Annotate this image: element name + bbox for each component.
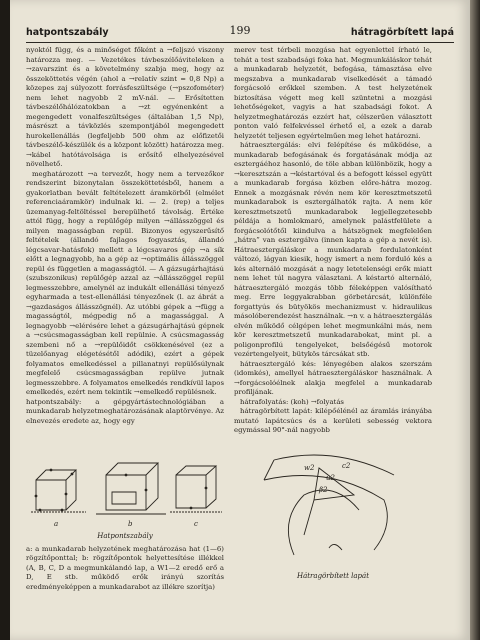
figure-caption-hatpontszabaly: Hatpontszabály [97,532,153,540]
left-paragraph-body: meghatározott →a tervezőt, hogy nem a tervezőkor rendszerint bizonytalan összeköttetésből, hanem a gyakorlatban bevált feltételezett áramkörből (elmélet referenciaáramkör) indulnak ki. — 2. (rep) a teljes üzemanyag-feltöltéssel berepülhető távolság. Értéke attól függ, hogy a repülőgép milyen →állásszöggel és milyen magasságban repül. Bizonyos egyszerűsítő feltételek (állandó fajlagos fogyasztás, állandó légcsavar-hatásfok) mellett a légcsavaros gép →a sík előtt a legnagyobb, ha a gép az →optimális állásszöggel repül és független a magasságtól. — A gázsugárhajtású (szubszonikus) repülőgép azzal az →állásszöggel repül legmesszebbre, amelynél az indukált ellenállási tényező egyharmada a test-ellenállási tényezőnek (l. az ábrát a →gazdaságos állásszögnél). Az utóbbi gépek a →függ a magasságtól, mégpedig nő a magassággal. A legnagyobb →elérésére lehet a gázsugárhajtású gépnek a →csúcsmagasságban kell repülnie. A csúcsmagasság szembeni nő a →repülőidőt csökkenésével (ez a tüzelőanyag elégetésétől adódik), ezért a gépek folyamatos emelkedéssel a pillanatnyi repülősúlynak megfelelő csúcsmagasságban repülve jutnak legmesszebbre. A folyamatos emelkedés rendkívül lapos emelkedés, ezért nem tekintik →emelkedő repülésnek. [26,169,224,396]
left-paragraph-1: nyoktól függ, és a minőséget főként a →feljszó viszony határozza meg. — Vezetékes távbeszélőáviteleken a →zavarszint és a követelmény szabja meg, hogy az összeköttetés végén (ahol a →relatív szint = 0,8 Np) a közepes zaj súlyozott forrásfeszültsége (→pszofométer) nem lehet nagyobb 2 mV-nál. — Erősítetten távbeszélőhálózatokban a →zt egyénenként a megengedett vonalfeszültséges (általában 1,5 Np), másrészt a távközlés szempontjából megengedett hurokellenállás (legfeljebb 500 ohm az előfizetői távbeszélő-készülék és a központ között) határozza meg. →kábel hatótávolsága is erősítő elhelyezésével növelhető. [26,46,224,168]
page-number: 199 [229,24,251,37]
figure-caption-lapat: Hátragörbített lapát [296,571,370,580]
lapat-label-c2: c2 [342,461,351,470]
page-header [26,26,454,43]
figure-label-a: a [54,520,59,528]
left-column [26,46,224,634]
right-paragraph-1: merev test térbeli mozgása hat egyenlettel írható le, tehát a test szabadsági foka hat. Megmunkáláskor tehát a munkadarab helyzetét, befogása, támasztása elve megszabva a munkadarab viselkedését a támadó forgácsoló erőkkel szemben. A test helyzetének biztosítása végett meg kell szüntetni a mozgási lehetőségeket, vagyis a hat szabadsági fokot. A helyzetmeghatározás ezzért hat, célszerűen választott ponton való felfekvéssel érhető el, a ezek a darab helyzetét teljesen egyértelműen meg lehet határozni. [234,46,432,140]
lapat-label-beta2: β2 [319,485,328,494]
lapat-label-u2: u2 [326,473,335,482]
running-head-right: hátragörbített lapá [350,27,454,38]
figure-label-b: b [128,520,133,528]
entry-hatrafolyatas: hátrafolyatás: (koh) →folyatás [240,397,344,406]
right-column [234,46,432,634]
hatragorbitett-lapat-figure [234,440,432,570]
entry-hatpontszabaly: hatpontszabály: a gépgyártástechnológiában a munkadarab helyzetmeghatározásának alaptörvénye. Az elnevezés eredete az, hogy egy [26,397,224,425]
running-head-left: hatpontszabály [26,27,109,38]
book-page [10,0,470,640]
entry-hatraesztergalas: hátraesztergálás: elvi felépítése és működése, a munkadarab befogásának és forgatásának módja az esztergáéhoz hasonló, de töle abban különbözik, hogy a →keresztszán a →késtartóval és a befogott késsel együtt a munkadarab forgása közben előre-hátra mozog. Ennek a mozgásnak révén nem kör keresztmetszetű munkadarabok is esztergálhatók rajta. A nem kör keresztmetszetű munkadarabok legjellegzetesebb példája a homlokmaró, amelynek palástfelülete a forgácsolótőtől kiindulva a hátszögnek megfelelően „hátra” van esztergálva (innen kapta a gép a nevét is). Hátraesztergáláskor a munkadarab fordulatonként változó, lágyan kiesik, hogy ismert a nem forduló kés a kés alternáló mozgását a nagy letetelenségi erők miatt nem lehet túl nagyra választani. A késtartó alternáló, hátraesztergáló mozgás több féleképpen valósítható meg. Erre leggyakrabban görbetárcsát, különféle forgattyús és bütyökös mechanizmust v. hidraulikus másolóberendezést használnak. →n v. a hátraesztergálás elvén működő célgépen lehet megmunkálni más, nem kör keresztmetszetű munkadarabokat, mint pl. a poligonprofilú tengelyeket, belsőégésű motorok vezértengelyeit, bütykös tárcsákat stb. [234,141,432,358]
entry-hatragorbitett-lapat: hátragörbített lapát: kilépőélénél az áramlás irányába mutató lapátcsúcs és a kerületi sebesség vektora egymással 90°-nál nagyobb [234,407,432,434]
page-edge-shadow [470,0,480,640]
entry-hatraesztergalo-kes: hátraesztergáló kés: lényegében alakos szerszám (idomkés), amellyel hátraesztergáláskor használnak. A →forgácsolóélnek alakja megfelel a munkadarab profiljának. [234,359,432,396]
lapat-label-w2: w2 [304,463,315,472]
figure-label-c: c [194,520,198,528]
figure-legend: a: a munkadarab helyzetének meghatározása hat (1—6) rögzítőponttal; b: rögzítőpontok helyettesítése illékkel (A, B, C, D a megmunkálandó lap, a W1—2 eredő erő a D, E stb. működő erők irányú szorítás eredményeképpen a munkadarabot az illékre szorítja) [26,544,224,591]
hatpontszabaly-figure [26,430,224,530]
